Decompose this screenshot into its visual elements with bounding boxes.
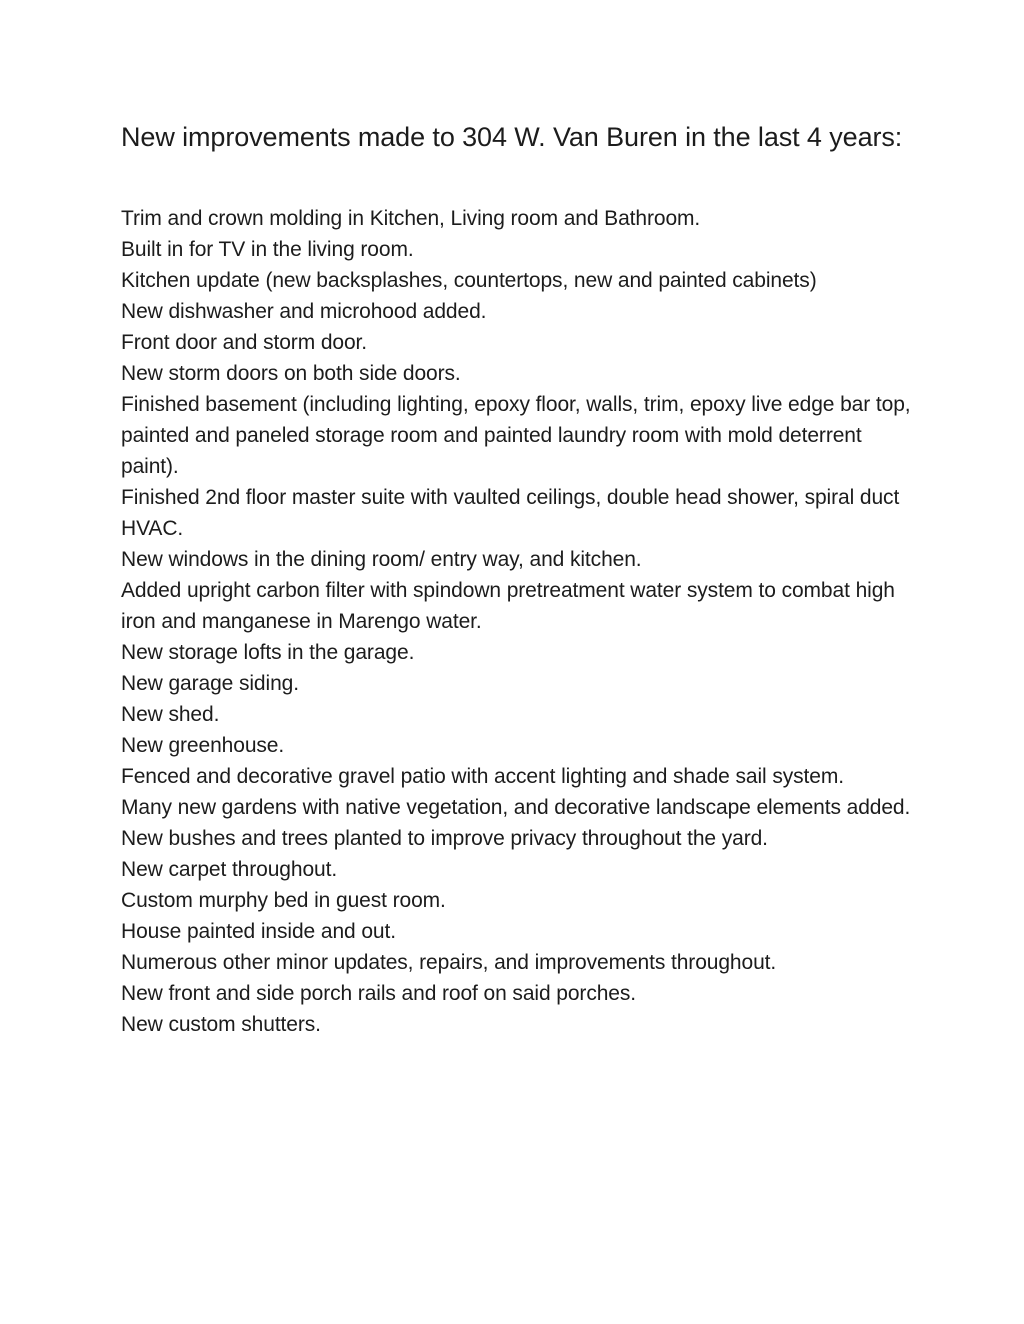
- list-item: New shed.: [121, 703, 220, 726]
- list-item: Many new gardens with native vegetation, and decorative landscape elements added.: [121, 796, 911, 819]
- list-item: New greenhouse.: [121, 734, 285, 757]
- list-item: New front and side porch rails and roof on said porches.: [121, 982, 637, 1005]
- list-item: New carpet throughout.: [121, 858, 338, 881]
- list-item: New storage lofts in the garage.: [121, 641, 415, 664]
- list-item: Kitchen update (new backsplashes, countertops, new and painted cabinets): [121, 269, 817, 292]
- list-item: Finished 2nd floor master suite with vaulted ceilings, double head shower, spiral duct HVAC.: [121, 486, 900, 540]
- list-item: House painted inside and out.: [121, 920, 396, 943]
- list-item: New garage siding.: [121, 672, 299, 695]
- document-content: [121, 118, 911, 1040]
- document-title: New improvements made to 304 W. Van Buren in the last 4 years:: [121, 122, 903, 152]
- list-item: Added upright carbon filter with spindown pretreatment water system to combat high iron and manganese in Marengo water.: [121, 579, 895, 633]
- list-item: New bushes and trees planted to improve privacy throughout the yard.: [121, 827, 768, 850]
- list-item: New dishwasher and microhood added.: [121, 300, 487, 323]
- list-item: New storm doors on both side doors.: [121, 362, 461, 385]
- list-item: New windows in the dining room/ entry way, and kitchen.: [121, 548, 642, 571]
- list-item: Built in for TV in the living room.: [121, 238, 414, 261]
- list-item: Custom murphy bed in guest room.: [121, 889, 446, 912]
- list-item: Trim and crown molding in Kitchen, Living room and Bathroom.: [121, 207, 701, 230]
- list-item: Fenced and decorative gravel patio with accent lighting and shade sail system.: [121, 765, 844, 788]
- list-item: Front door and storm door.: [121, 331, 368, 354]
- improvements-list: [121, 203, 911, 1040]
- list-item: Numerous other minor updates, repairs, and improvements throughout.: [121, 951, 777, 974]
- list-item: Finished basement (including lighting, epoxy floor, walls, trim, epoxy live edge bar top, painted and paneled storage room and painted laundry room with mold deterrent paint).: [121, 393, 911, 478]
- list-item: New custom shutters.: [121, 1013, 321, 1036]
